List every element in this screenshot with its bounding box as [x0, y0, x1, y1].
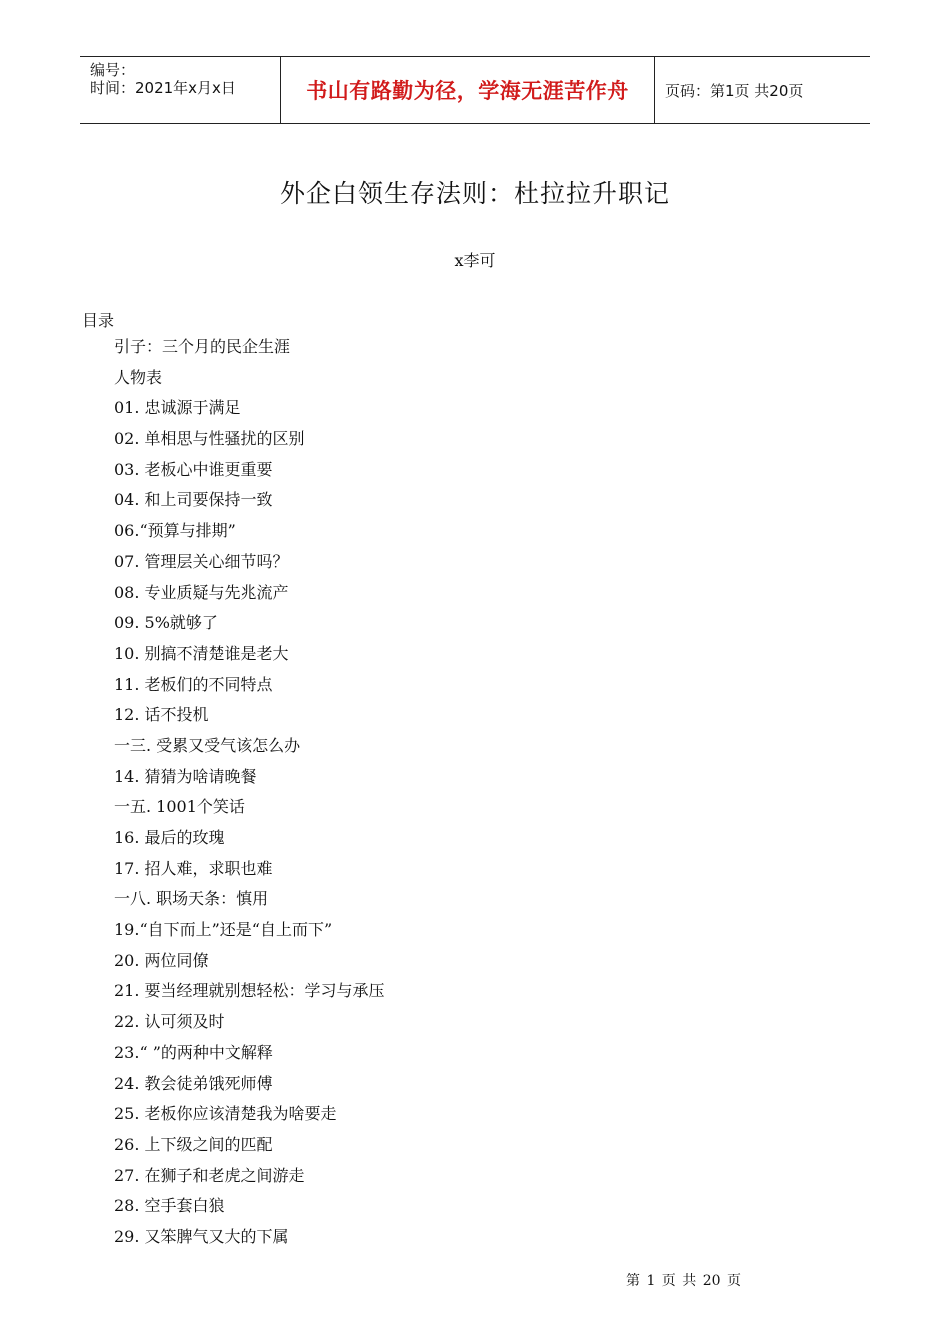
page-header [80, 56, 870, 124]
toc-list [114, 336, 385, 1257]
page-footer: 第 1 页 共 20 页 [626, 1273, 741, 1289]
toc-item: 14. 猜猜为啥请晚餐 [114, 766, 257, 786]
header-motto: 书山有路勤为径，学海无涯苦作舟 [281, 57, 655, 123]
toc-item: 02. 单相思与性骚扰的区别 [114, 429, 305, 449]
toc-item: 10. 别搞不清楚谁是老大 [114, 643, 289, 663]
toc-item: 21. 要当经理就别想轻松：学习与承压 [114, 981, 385, 1001]
number-label: 编号： [90, 61, 136, 79]
toc-item: 17. 招人难，求职也难 [114, 858, 273, 878]
header-left-cell [80, 57, 281, 123]
toc-item: 01. 忠诚源于满足 [114, 398, 241, 418]
header-page-label: 页码：第1页 共20页 [665, 81, 804, 100]
date-label: 时间：2021年x月x日 [90, 79, 236, 97]
toc-heading: 目录 [82, 311, 115, 330]
document-title: 外企白领生存法则：杜拉拉升职记 [279, 179, 670, 208]
toc-item: 09. 5%就够了 [114, 613, 218, 633]
toc-item: 16. 最后的玫瑰 [114, 828, 225, 847]
toc-item: 一八. 职场天条：慎用 [114, 889, 269, 909]
toc-item: 07. 管理层关心细节吗？ [114, 551, 289, 571]
toc-item: 29. 又笨脾气又大的下属 [114, 1226, 289, 1246]
toc-item: 12. 话不投机 [114, 705, 209, 725]
toc-item: 一五. 1001个笑话 [114, 797, 245, 817]
toc-item: 03. 老板心中谁更重要 [114, 459, 273, 479]
toc-item: 25. 老板你应该清楚我为啥要走 [114, 1104, 337, 1124]
toc-item: 23.“ ”的两种中文解释 [114, 1042, 273, 1062]
toc-item: 06.“预算与排期” [114, 521, 236, 541]
document-author: x李可 [454, 251, 496, 270]
toc-item: 11. 老板们的不同特点 [114, 674, 273, 694]
toc-item: 28. 空手套白狼 [114, 1196, 225, 1216]
toc-item: 一三. 受累又受气该怎么办 [114, 735, 301, 755]
toc-item: 19.“自下而上”还是“自上而下” [114, 920, 333, 940]
toc-item: 27. 在狮子和老虎之间游走 [114, 1165, 305, 1185]
toc-item: 26. 上下级之间的匹配 [114, 1134, 273, 1154]
toc-item: 04. 和上司要保持一致 [114, 490, 273, 510]
toc-item: 22. 认可须及时 [114, 1012, 225, 1032]
toc-item: 引子：三个月的民企生涯 [114, 337, 291, 356]
toc-item: 20. 两位同僚 [114, 950, 209, 970]
toc-item: 人物表 [114, 367, 163, 387]
toc-item: 24. 教会徒弟饿死师傅 [114, 1073, 273, 1093]
toc-item: 08. 专业质疑与先兆流产 [114, 582, 289, 602]
